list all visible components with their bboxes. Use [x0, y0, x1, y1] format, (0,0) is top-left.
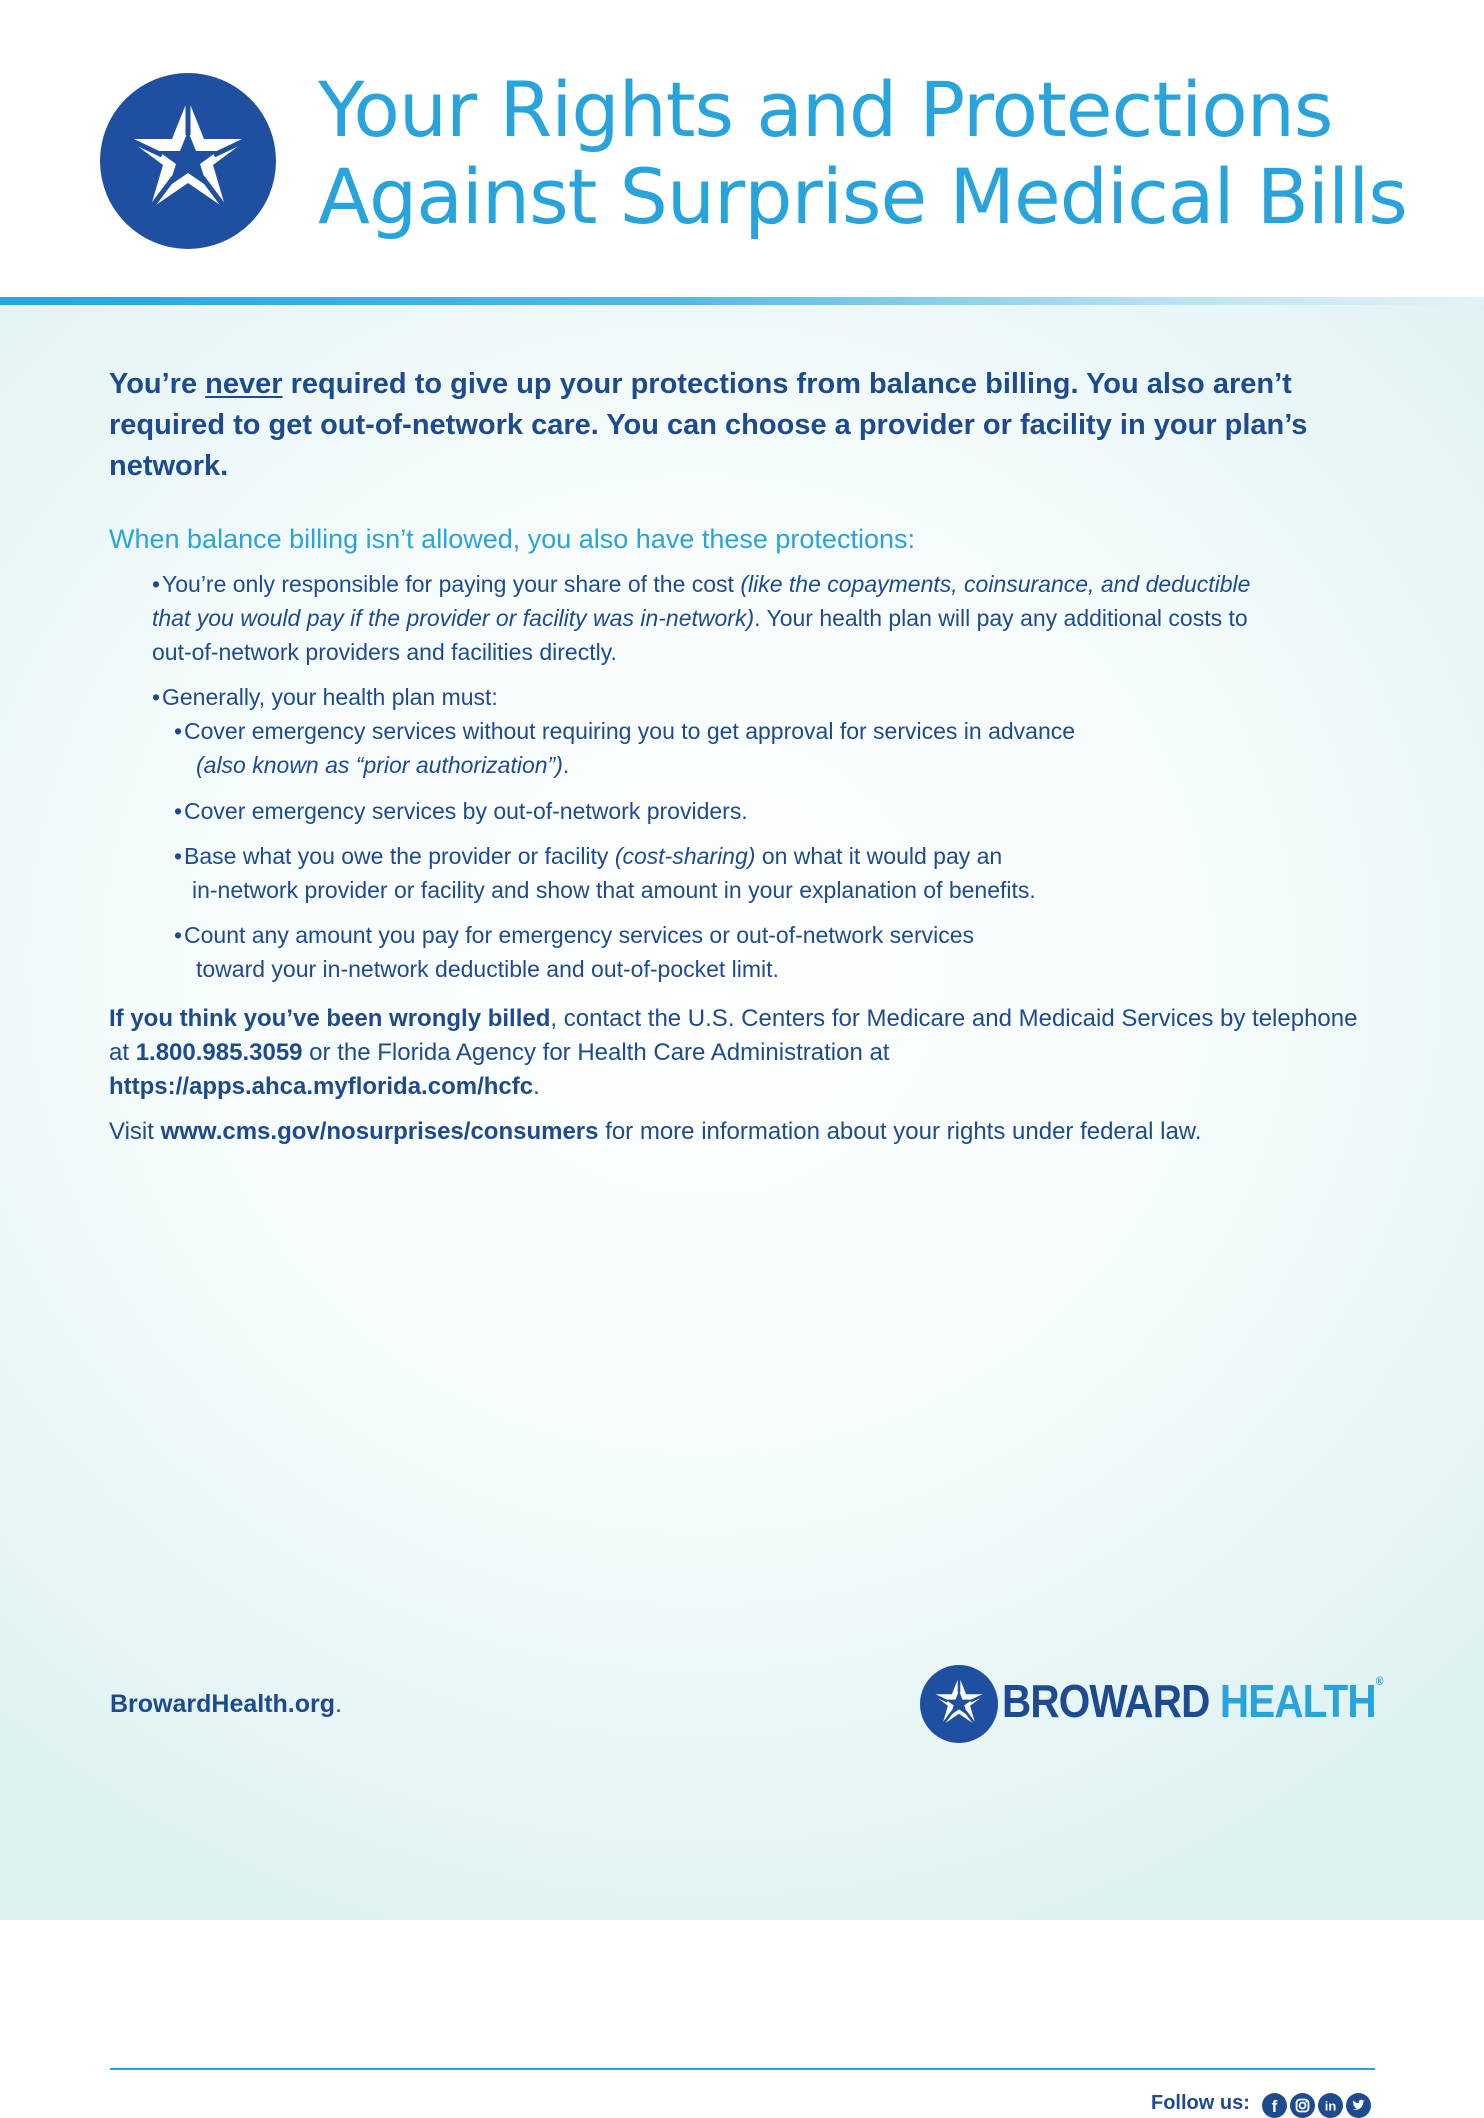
- facebook-icon[interactable]: [1262, 2093, 1287, 2118]
- sub3-text-mid: on what it would pay an: [755, 843, 1003, 869]
- bullet-dot: •: [152, 684, 161, 710]
- svg-text:f: f: [1271, 2097, 1278, 2116]
- contact-text-2: or the Florida Agency for Health Care Administration at: [302, 1039, 890, 1066]
- instagram-icon[interactable]: [1290, 2093, 1315, 2118]
- ahca-link[interactable]: https://apps.ahca.myflorida.com/hcfc: [109, 1073, 534, 1100]
- wordmark-health: HEALTH: [1219, 1675, 1376, 1727]
- contact-lead: If you think you’ve been wrongly billed: [109, 1005, 551, 1032]
- bullet1-text: You’re only responsible for paying your share of the cost: [162, 571, 741, 597]
- visit-paragraph: [109, 1115, 1409, 1149]
- sub2-text: Cover emergency services by out-of-network providers.: [184, 798, 748, 824]
- main-content: [0, 305, 1484, 2116]
- follow-us-label: Follow us:: [1151, 2092, 1250, 2114]
- page-title: [318, 66, 1407, 240]
- title-line-2: Against Surprise Medical Bills: [318, 152, 1407, 241]
- sub-bullet-deductible: [174, 918, 1254, 986]
- bullet-dot: •: [174, 718, 183, 744]
- registered-mark: ®: [1375, 1674, 1383, 1688]
- intro-part-2: required to give up your protections from balance billing. You also aren’t required to get out-of-network care. You can choose a provider or facility in your plan’s network.: [109, 368, 1308, 482]
- bullet-dot: •: [174, 843, 183, 869]
- sub-bullet-out-of-network: [174, 794, 748, 828]
- cms-link[interactable]: www.cms.gov/nosurprises/consumers: [160, 1118, 599, 1145]
- svg-text:in: in: [1324, 2098, 1337, 2114]
- bullet-dot: •: [152, 571, 161, 597]
- sub1-text: Cover emergency services without requiring you to get approval for services in advance: [184, 718, 1076, 744]
- sub3-text: Base what you owe the provider or facility: [184, 843, 615, 869]
- protections-heading: When balance billing isn’t allowed, you also have these protections:: [109, 524, 915, 554]
- broward-health-wordmark: [1002, 1674, 1383, 1728]
- website-period: .: [335, 1690, 342, 1718]
- website-text[interactable]: BrowardHealth.org: [110, 1690, 336, 1718]
- sub-bullet-cost-sharing: [174, 839, 1254, 907]
- visit-text: Visit: [109, 1118, 161, 1145]
- sub4-text-end: toward your in-network deductible and out-of-pocket limit.: [196, 956, 779, 982]
- sub1-period: .: [562, 752, 570, 778]
- bullet1-italic: (like the copayments, coinsurance, and deductible that you would pay if the provider or facility was in-network): [152, 571, 1251, 631]
- bullet-health-plan-must: [152, 680, 498, 714]
- title-line-1: Your Rights and Protections: [318, 65, 1333, 154]
- intro-never: never: [205, 368, 283, 400]
- visit-text-end: for more information about your rights under federal law.: [598, 1118, 1202, 1145]
- contact-period: .: [533, 1073, 540, 1100]
- header-divider: [0, 297, 1484, 305]
- sub3-italic: (cost-sharing): [614, 843, 756, 869]
- sub3-text-end: in-network provider or facility and show that amount in your explanation of benefits.: [192, 877, 1036, 903]
- sub4-text: Count any amount you pay for emergency services or out-of-network services: [184, 922, 975, 948]
- bullet2-text: Generally, your health plan must:: [162, 684, 498, 710]
- header: [0, 0, 1484, 298]
- contact-text-1: , contact the U.S. Centers for Medicare and Medicaid Services by telephone at: [109, 1005, 1358, 1066]
- bullet1-text-end: . Your health plan will pay any additional costs to out-of-network providers and facilities directly.: [152, 605, 1248, 665]
- broward-health-logo-icon: [920, 1665, 998, 1743]
- sub-bullet-emergency-approval: [174, 714, 1254, 782]
- phone-number: 1.800.985.3059: [135, 1039, 303, 1066]
- twitter-icon[interactable]: [1346, 2093, 1371, 2118]
- bullet-dot: •: [174, 798, 183, 824]
- wordmark-broward: BROWARD: [1002, 1675, 1210, 1727]
- sub1-italic: (also known as “prior authorization”): [196, 752, 563, 778]
- linkedin-icon[interactable]: [1318, 2093, 1343, 2118]
- bullet-share-of-cost: [152, 567, 1252, 669]
- website-link[interactable]: [110, 1690, 342, 1719]
- bullet-dot: •: [174, 922, 183, 948]
- footer-divider: [110, 2068, 1375, 2070]
- intro-part-1: You’re: [109, 368, 206, 400]
- broward-star-logo-icon: [100, 73, 276, 249]
- contact-paragraph: [109, 1002, 1359, 1104]
- intro-statement: [109, 364, 1339, 487]
